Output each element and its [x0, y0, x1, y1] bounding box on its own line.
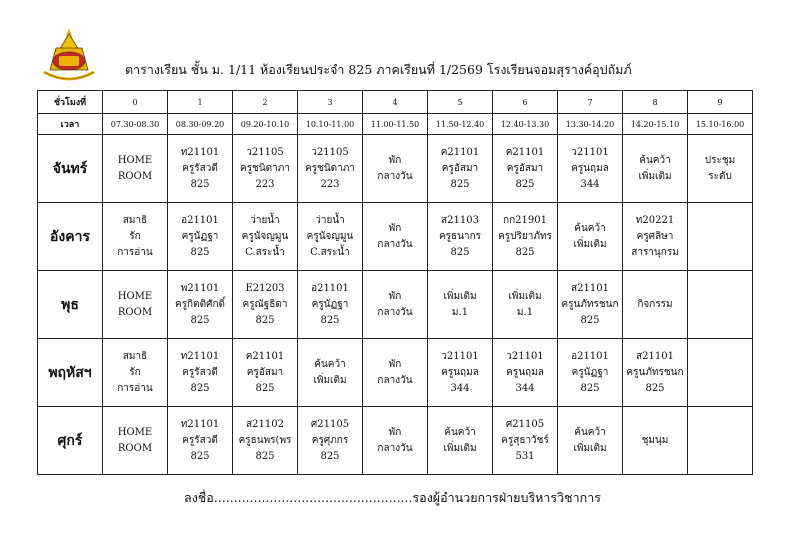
day-name: จันทร์: [38, 135, 103, 203]
class-entry-line: E21203: [245, 282, 285, 294]
class-cell: [558, 271, 623, 339]
class-entry-line: ครูนภัทรชนก: [626, 366, 684, 378]
class-entry-line: ครูชนิดาภา: [305, 162, 355, 174]
class-cell: [363, 339, 428, 407]
class-cell: [428, 271, 493, 339]
class-entry-line: พัก: [388, 290, 402, 302]
class-cell: [623, 135, 688, 203]
class-cell: [103, 135, 168, 203]
class-entry-line: ศ21105: [505, 418, 545, 430]
class-cell: [428, 407, 493, 475]
class-entry: [103, 425, 167, 457]
class-cell: [688, 135, 753, 203]
class-entry-line: 825: [190, 450, 210, 462]
class-entry-line: อ21101: [311, 282, 349, 294]
class-entry-line: 825: [190, 314, 210, 326]
class-entry-line: กลางวัน: [377, 442, 413, 454]
class-entry: [233, 213, 297, 261]
class-entry: [233, 281, 297, 329]
class-entry-line: 825: [515, 178, 535, 190]
class-entry-line: ครูกิตติศักดิ์: [175, 298, 225, 310]
class-entry-line: พัก: [388, 222, 402, 234]
class-entry-line: ROOM: [117, 306, 153, 318]
class-cell: [558, 407, 623, 475]
class-entry-line: ท21101: [180, 350, 220, 362]
class-entry-line: สมาธิ: [122, 350, 148, 362]
period-time: 11.50-12.40: [428, 114, 493, 135]
time-header-label: เวลา: [38, 114, 103, 135]
class-cell: [428, 339, 493, 407]
class-entry: [168, 281, 232, 329]
class-entry-line: เพิ่มเติม: [508, 290, 542, 302]
class-entry: [558, 281, 622, 329]
time-row: [38, 114, 753, 135]
class-cell: [493, 407, 558, 475]
class-entry-line: ครูนฤมล: [441, 366, 479, 378]
day-row: [38, 339, 753, 407]
day-name: พุธ: [38, 271, 103, 339]
class-entry-line: ครูนฤมล: [571, 162, 609, 174]
class-entry-line: ครูนฤมล: [506, 366, 544, 378]
signature-line: ลงชื่อ..................................................รองผู้อำนวยการฝ่ายบริหารวิชาการ: [184, 490, 601, 505]
class-cell: [688, 407, 753, 475]
class-entry-line: ครูนัฏฐา: [311, 298, 349, 310]
class-entry-line: ครูรัสวดี: [182, 366, 218, 378]
class-entry: [103, 289, 167, 321]
class-entry-line: กลางวัน: [377, 374, 413, 386]
period-time: 07.30-08.30: [103, 114, 168, 135]
page-title: ตารางเรียน ชั้น ม. 1/11 ห้องเรียนประจำ 825 ภาคเรียนที่ 1/2569 โรงเรียนจอมสุรางค์อุปถัมภ์: [125, 62, 632, 77]
class-entry-line: 344: [515, 382, 535, 394]
class-cell: [363, 203, 428, 271]
period-number: 2: [233, 91, 298, 114]
class-entry: [103, 213, 167, 261]
class-entry-line: ค้นคว้า: [574, 222, 606, 234]
class-entry-line: ท21101: [180, 146, 220, 158]
class-entry-line: ครูศุภกร: [311, 434, 349, 446]
class-entry-line: พัก: [388, 154, 402, 166]
class-entry: [168, 417, 232, 465]
class-entry-line: เพิ่มเติม: [313, 374, 347, 386]
class-entry-line: ครูนัฏฐา: [571, 366, 609, 378]
period-number: 0: [103, 91, 168, 114]
class-entry-line: ท20221: [635, 214, 675, 226]
class-entry-line: ครูอัสมา: [246, 366, 284, 378]
class-cell: [168, 271, 233, 339]
class-cell: [428, 135, 493, 203]
class-entry-line: ค21101: [245, 350, 285, 362]
class-entry: [623, 433, 687, 449]
class-entry: [363, 425, 427, 457]
class-cell: [233, 135, 298, 203]
class-entry-line: เพิ่มเติม: [573, 238, 607, 250]
class-entry: [558, 145, 622, 193]
class-entry-line: เพิ่มเติม: [443, 442, 477, 454]
period-time: 09.20-10.10: [233, 114, 298, 135]
class-entry-line: ครูนภัทรชนก: [561, 298, 619, 310]
class-cell: [623, 339, 688, 407]
period-time: 11.00-11.50: [363, 114, 428, 135]
class-entry: [623, 153, 687, 185]
class-entry-line: ส21102: [246, 418, 284, 430]
class-cell: [623, 271, 688, 339]
class-entry-line: พัก: [388, 358, 402, 370]
period-number: 4: [363, 91, 428, 114]
class-entry-line: HOME: [117, 290, 153, 302]
class-entry-line: ส21103: [441, 214, 479, 226]
period-time: 12.40-13.30: [493, 114, 558, 135]
class-entry-line: กลางวัน: [377, 170, 413, 182]
class-entry-line: C.สระน้ำ: [310, 246, 350, 258]
day-row: [38, 135, 753, 203]
class-entry-line: เพิ่มเติม: [573, 442, 607, 454]
class-entry: [233, 145, 297, 193]
class-entry: [428, 349, 492, 397]
class-entry: [233, 417, 297, 465]
class-entry: [363, 357, 427, 389]
class-entry-line: ว่ายน้ำ: [250, 214, 280, 226]
class-cell: [298, 407, 363, 475]
class-entry-line: ค้นคว้า: [314, 358, 346, 370]
class-entry: [623, 297, 687, 313]
class-entry-line: ครูธนากร: [438, 230, 482, 242]
class-entry-line: ROOM: [117, 442, 153, 454]
day-row: [38, 407, 753, 475]
class-cell: [298, 339, 363, 407]
class-entry-line: ม.1: [451, 306, 469, 318]
class-entry: [428, 425, 492, 457]
class-entry: [493, 349, 557, 397]
period-time: 15.10-16.00: [688, 114, 753, 135]
class-entry: [298, 213, 362, 261]
class-entry-line: ส21101: [636, 350, 674, 362]
class-entry-line: 344: [450, 382, 470, 394]
class-entry: [298, 357, 362, 389]
class-entry-line: 825: [320, 314, 340, 326]
class-entry-line: ค้นคว้า: [574, 426, 606, 438]
class-entry-line: ค21101: [440, 146, 480, 158]
class-cell: [168, 407, 233, 475]
class-entry: [493, 145, 557, 193]
period-number: 1: [168, 91, 233, 114]
class-entry-line: รัก: [129, 230, 141, 242]
class-cell: [168, 135, 233, 203]
class-cell: [298, 271, 363, 339]
class-entry-line: กิจกรรม: [637, 298, 673, 310]
class-entry-line: 223: [320, 178, 340, 190]
class-entry-line: กก21901: [503, 214, 547, 226]
class-entry-line: ว21105: [246, 146, 284, 158]
class-entry-line: HOME: [117, 154, 153, 166]
class-entry: [558, 221, 622, 253]
class-entry-line: C.สระน้ำ: [245, 246, 285, 258]
class-entry-line: กลางวัน: [377, 306, 413, 318]
class-entry: [493, 417, 557, 465]
class-cell: [493, 339, 558, 407]
day-name: ศุกร์: [38, 407, 103, 475]
class-cell: [233, 271, 298, 339]
class-entry-line: ศ21105: [310, 418, 350, 430]
class-cell: [103, 271, 168, 339]
period-header-label: ชั่วโมงที่: [38, 91, 103, 114]
class-entry-line: 825: [255, 450, 275, 462]
class-entry: [558, 349, 622, 397]
period-number: 5: [428, 91, 493, 114]
class-entry-line: ครูรัสวดี: [182, 434, 218, 446]
class-entry-line: 825: [190, 382, 210, 394]
class-entry-line: ครูอัสมา: [441, 162, 479, 174]
class-entry-line: ครูชนิดาภา: [240, 162, 290, 174]
class-entry-line: ครูนัจญมูน: [306, 230, 354, 242]
class-entry: [558, 425, 622, 457]
class-cell: [688, 339, 753, 407]
class-entry-line: 223: [255, 178, 275, 190]
class-entry-line: ว21105: [311, 146, 349, 158]
class-entry-line: 825: [450, 246, 470, 258]
class-cell: [233, 339, 298, 407]
period-number: 9: [688, 91, 753, 114]
class-entry-line: ROOM: [117, 170, 153, 182]
period-number: 6: [493, 91, 558, 114]
class-entry-line: HOME: [117, 426, 153, 438]
class-entry-line: ว21101: [571, 146, 609, 158]
class-cell: [168, 203, 233, 271]
timetable: [37, 90, 753, 475]
class-entry: [688, 153, 752, 185]
class-cell: [623, 203, 688, 271]
class-entry: [168, 349, 232, 397]
class-cell: [363, 271, 428, 339]
class-entry: [298, 145, 362, 193]
class-entry-line: ครูนัจญมูน: [241, 230, 289, 242]
class-entry: [363, 289, 427, 321]
class-entry: [623, 213, 687, 261]
class-entry: [493, 213, 557, 261]
class-entry-line: ส21101: [571, 282, 609, 294]
class-entry: [428, 213, 492, 261]
class-entry-line: 825: [255, 314, 275, 326]
class-entry-line: พ21101: [180, 282, 220, 294]
class-entry-line: อ21101: [181, 214, 219, 226]
class-cell: [233, 407, 298, 475]
class-entry: [103, 153, 167, 185]
class-entry-line: 825: [190, 246, 210, 258]
class-entry-line: ว่ายน้ำ: [315, 214, 345, 226]
class-entry-line: ชุมนุม: [641, 434, 669, 446]
class-entry-line: การอ่าน: [117, 382, 153, 394]
class-entry: [298, 417, 362, 465]
class-cell: [493, 135, 558, 203]
period-number: 7: [558, 91, 623, 114]
class-entry-line: รัก: [129, 366, 141, 378]
period-row: [38, 91, 753, 114]
class-entry: [168, 145, 232, 193]
class-entry-line: สารานุกรม: [631, 246, 679, 258]
day-row: [38, 271, 753, 339]
period-time: 14.20-15.10: [623, 114, 688, 135]
period-time: 08.30-09.20: [168, 114, 233, 135]
class-entry: [168, 213, 232, 261]
class-entry: [363, 153, 427, 185]
class-cell: [233, 203, 298, 271]
class-entry: [103, 349, 167, 397]
class-entry-line: 825: [190, 178, 210, 190]
class-entry-line: ระดับ: [708, 170, 732, 182]
class-entry-line: ครูนัฏฐา: [181, 230, 219, 242]
class-entry-line: กลางวัน: [377, 238, 413, 250]
class-entry-line: ครูณัฐธิดา: [242, 298, 288, 310]
period-time: 10.10-11.00: [298, 114, 363, 135]
class-entry: [493, 289, 557, 321]
class-cell: [363, 135, 428, 203]
class-entry: [363, 221, 427, 253]
class-entry-line: 825: [515, 246, 535, 258]
class-cell: [558, 203, 623, 271]
period-time: 13.30-14.20: [558, 114, 623, 135]
class-entry-line: ค21101: [505, 146, 545, 158]
class-entry: [428, 145, 492, 193]
class-entry-line: 825: [580, 382, 600, 394]
class-entry-line: 825: [450, 178, 470, 190]
class-entry-line: ครูธนพร(พร: [238, 434, 292, 446]
class-entry-line: ท21101: [180, 418, 220, 430]
class-entry-line: ครูปริยาภัทร: [498, 230, 552, 242]
class-cell: [688, 203, 753, 271]
class-entry: [428, 289, 492, 321]
class-entry-line: ครูรัสวดี: [182, 162, 218, 174]
class-entry-line: การอ่าน: [117, 246, 153, 258]
class-cell: [103, 203, 168, 271]
class-entry-line: อ21101: [571, 350, 609, 362]
class-cell: [168, 339, 233, 407]
class-cell: [493, 271, 558, 339]
class-cell: [363, 407, 428, 475]
class-entry-line: 531: [515, 450, 535, 462]
class-entry-line: 825: [580, 314, 600, 326]
day-name: พฤหัสฯ: [38, 339, 103, 407]
class-entry-line: 825: [645, 382, 665, 394]
period-number: 3: [298, 91, 363, 114]
class-entry-line: 825: [255, 382, 275, 394]
class-entry-line: ครูศลิษา: [636, 230, 674, 242]
class-cell: [298, 203, 363, 271]
school-logo-icon: [40, 26, 98, 86]
class-cell: [493, 203, 558, 271]
class-entry-line: สมาธิ: [122, 214, 148, 226]
class-cell: [558, 339, 623, 407]
class-entry-line: ค้นคว้า: [444, 426, 476, 438]
period-number: 8: [623, 91, 688, 114]
class-entry-line: ว21101: [441, 350, 479, 362]
class-cell: [103, 339, 168, 407]
class-entry: [623, 349, 687, 397]
class-cell: [298, 135, 363, 203]
class-entry-line: ม.1: [516, 306, 534, 318]
class-entry-line: ว21101: [506, 350, 544, 362]
class-entry-line: พัก: [388, 426, 402, 438]
class-entry-line: ค้นคว้า: [639, 154, 671, 166]
class-entry-line: เพิ่มเติม: [443, 290, 477, 302]
class-entry-line: ครูสุธาวัชร์: [501, 434, 549, 446]
class-entry: [298, 281, 362, 329]
day-row: [38, 203, 753, 271]
class-entry: [233, 349, 297, 397]
class-cell: [103, 407, 168, 475]
class-cell: [558, 135, 623, 203]
class-entry-line: 825: [320, 450, 340, 462]
class-cell: [428, 203, 493, 271]
class-entry-line: ครูอัสมา: [506, 162, 544, 174]
class-cell: [623, 407, 688, 475]
class-entry-line: เพิ่มเติม: [638, 170, 672, 182]
day-name: อังคาร: [38, 203, 103, 271]
class-entry-line: ประชุม: [704, 154, 736, 166]
class-entry-line: 344: [580, 178, 600, 190]
class-cell: [688, 271, 753, 339]
